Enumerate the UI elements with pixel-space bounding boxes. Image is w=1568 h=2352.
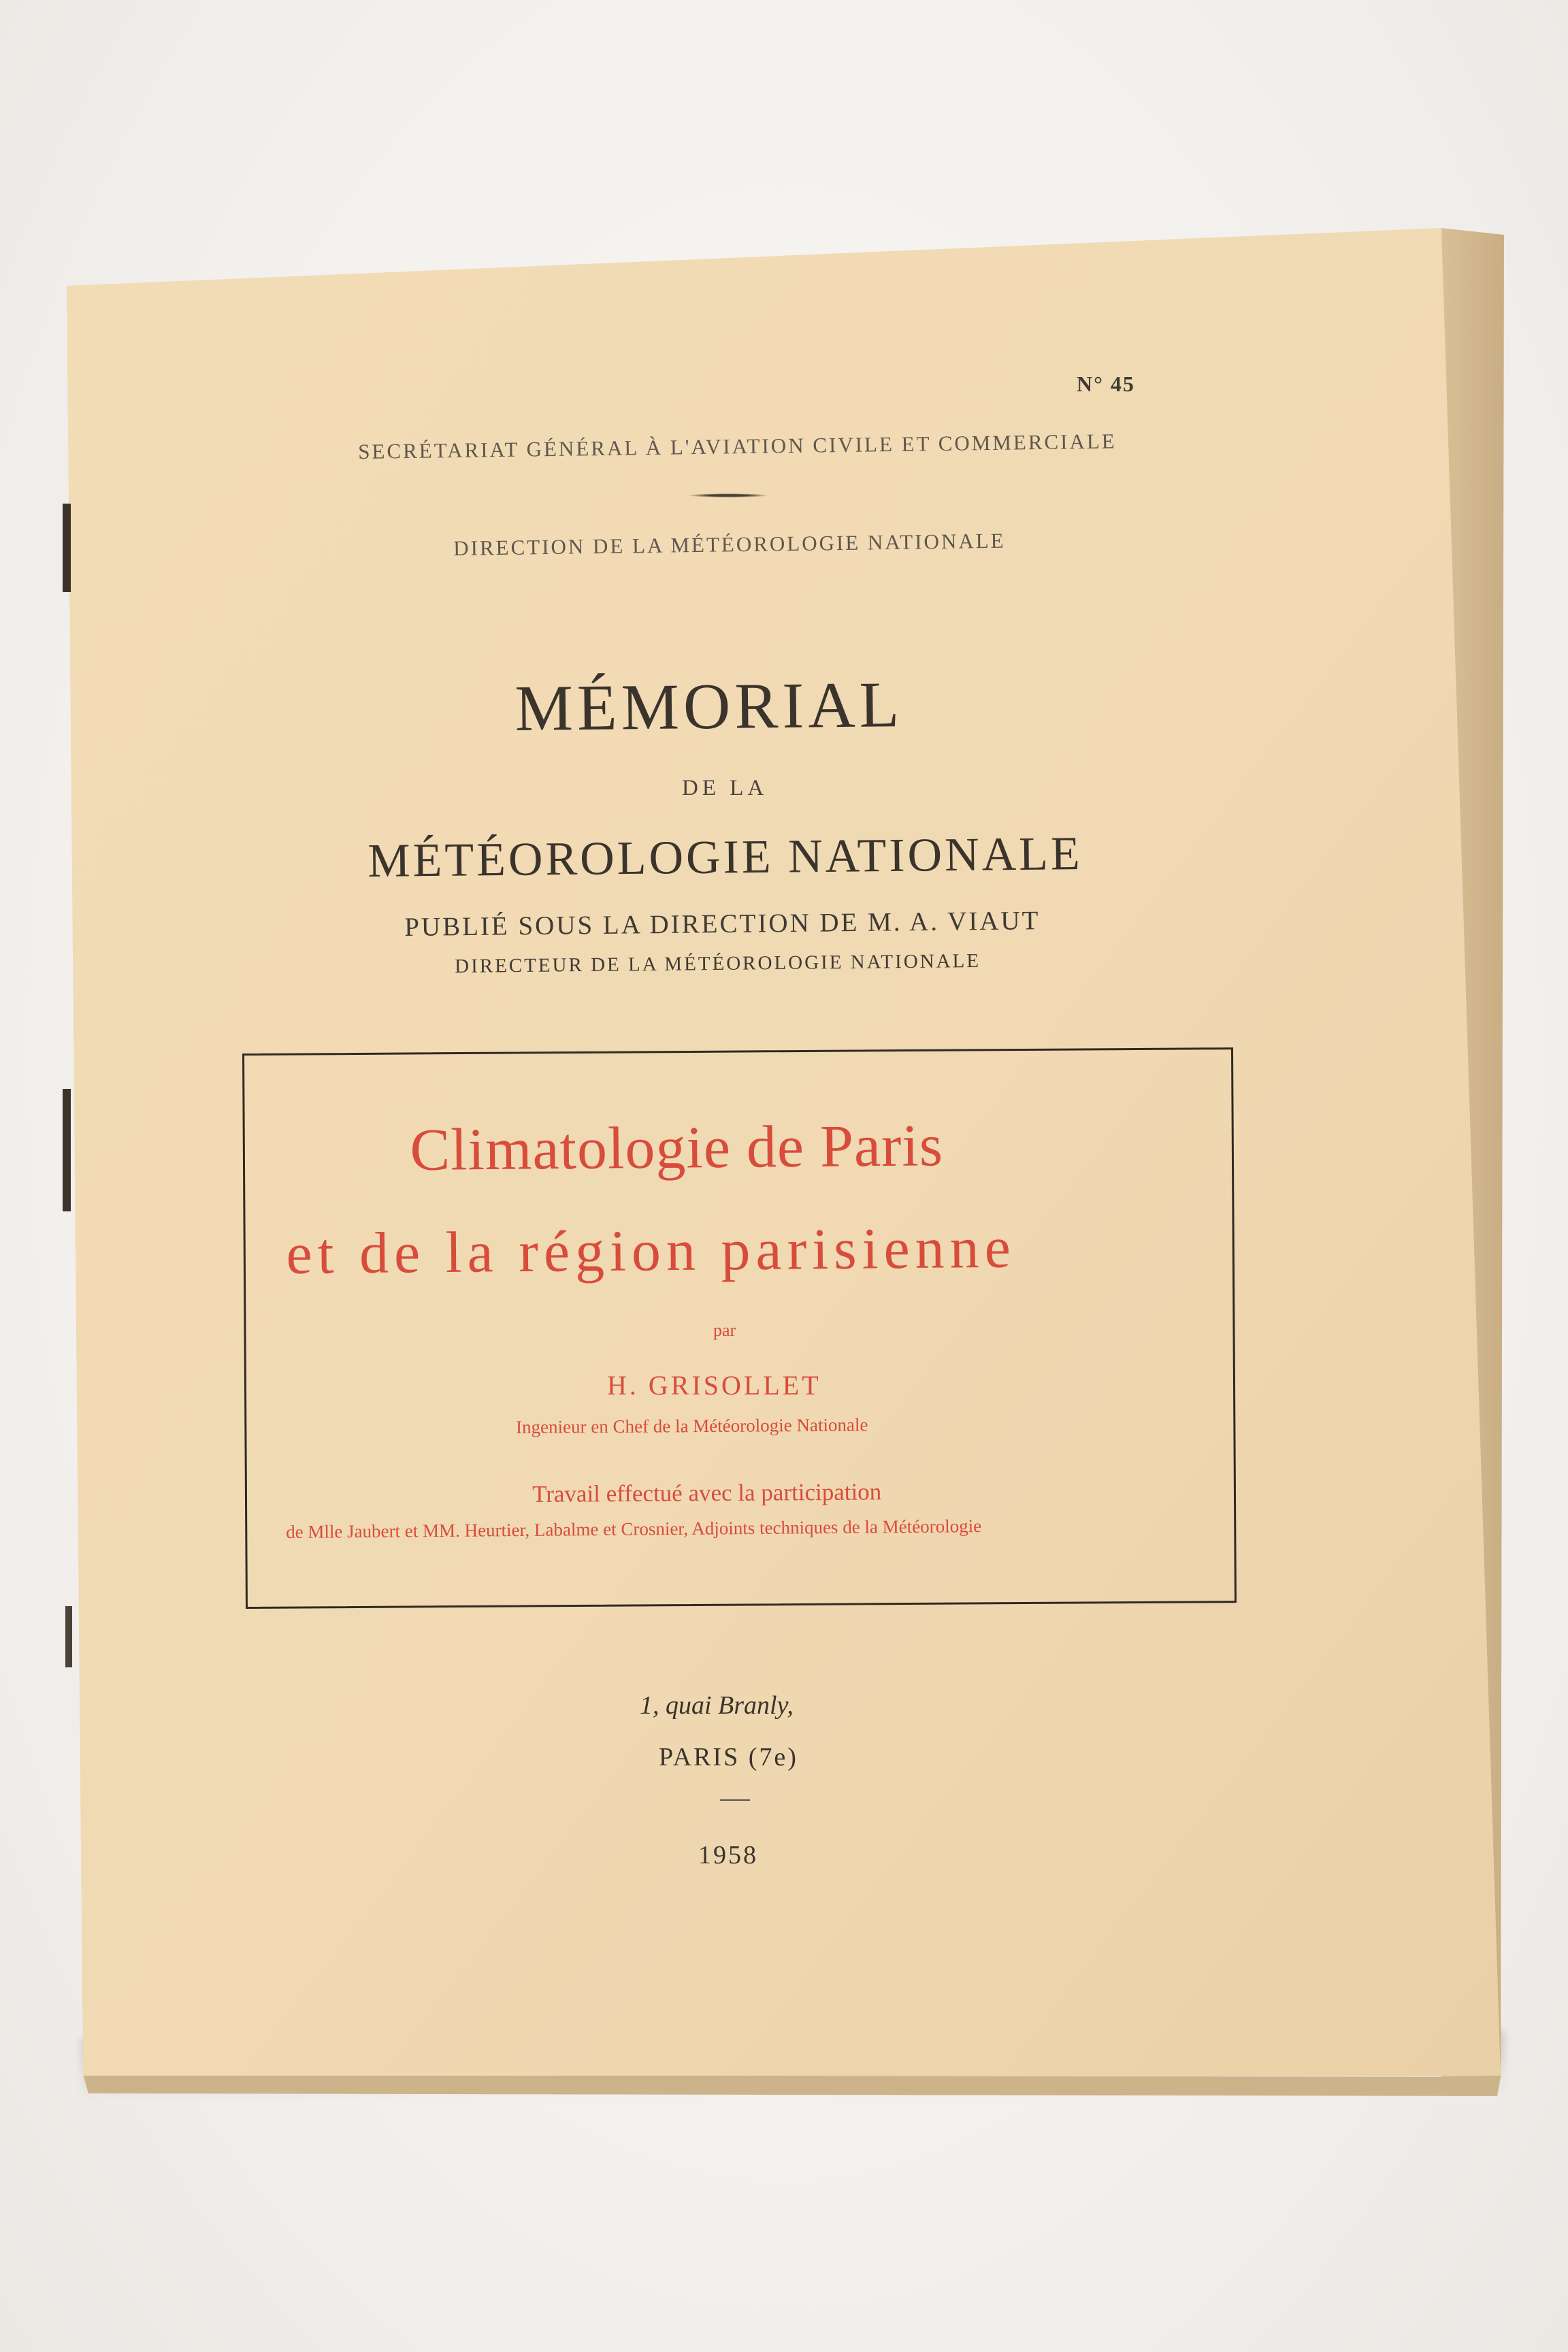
publisher-line: PUBLIÉ SOUS LA DIRECTION DE M. A. VIAUT [404,906,1041,942]
issue-number: N° 45 [1077,372,1135,396]
direction-line: DIRECTION DE LA MÉTÉOROLOGIE NATIONALE [453,528,1006,560]
book-title-line-2: et de la région parisienne [286,1214,1017,1286]
book-title-line-1: Climatologie de Paris [410,1113,944,1183]
divider-ornament [687,493,769,497]
participation-line: Travail effectué avec la participation [532,1478,882,1507]
series-subtitle-connector: DE LA [682,776,768,800]
publisher-city: PARIS (7e) [659,1743,798,1771]
author-name: H. GRISOLLET [607,1370,821,1401]
by-label: par [713,1320,736,1340]
publisher-address: 1, quai Branly, [640,1691,794,1720]
publication-year: 1958 [698,1841,758,1869]
director-line: DIRECTEUR DE LA MÉTÉOROLOGIE NATIONALE [455,949,981,977]
ministry-line: SECRÉTARIAT GÉNÉRAL À L'AVIATION CIVILE ET COMMERCIALE [358,429,1117,463]
organization-name: MÉTÉOROLOGIE NATIONALE [368,828,1083,887]
author-title: Ingenieur en Chef de la Météorologie Nationale [516,1414,868,1437]
series-title: MÉMORIAL [514,668,904,745]
contributors-line: de Mlle Jaubert et MM. Heurtier, Labalme et Crosnier, Adjoints techniques de la Météorologie [286,1516,982,1542]
imprint-rule [720,1799,750,1801]
